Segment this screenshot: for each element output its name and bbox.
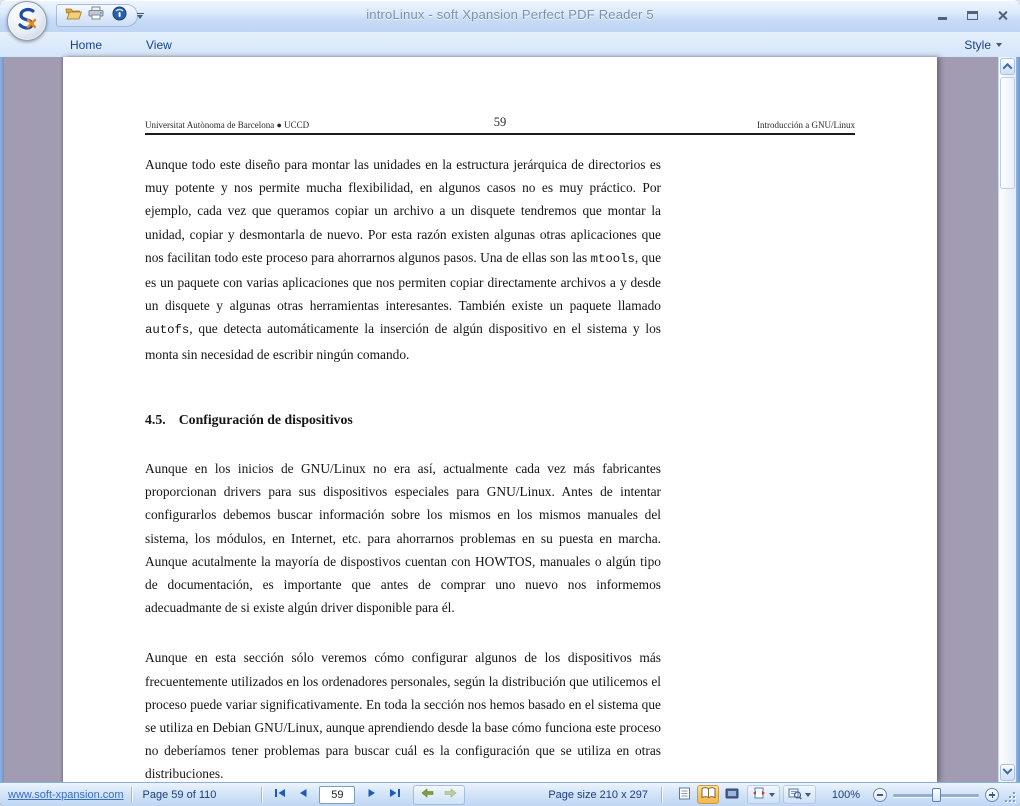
first-page-button[interactable]	[269, 785, 290, 804]
scroll-up-icon	[1003, 63, 1013, 73]
facing-pages-view-icon	[701, 787, 716, 802]
close-button[interactable]	[994, 8, 1010, 22]
facing-pages-view-button[interactable]	[697, 785, 719, 804]
single-page-view-button[interactable]	[673, 785, 695, 804]
previous-page-button[interactable]	[292, 785, 313, 804]
style-menu-button[interactable]	[960, 36, 1006, 54]
page-header-left: Universitat Autònoma de Barcelona ● UCCD	[145, 120, 310, 130]
zoom-in-button[interactable]	[985, 788, 999, 802]
zoom-tool-dropdown-button[interactable]	[783, 785, 816, 804]
zoom-out-icon	[877, 794, 883, 796]
previous-view-button[interactable]	[417, 785, 438, 804]
website-link[interactable]: www.soft-xpansion.com	[8, 788, 124, 801]
section-heading	[145, 408, 661, 431]
style-menu-label: Style	[964, 38, 991, 52]
window-title: introLinux - soft Xpansion Perfect PDF Reader 5	[366, 7, 654, 22]
zoom-slider-thumb[interactable]	[932, 788, 941, 802]
document-viewport	[4, 57, 1016, 782]
soft-xpansion-logo-icon	[12, 4, 42, 39]
statusbar-right-cluster	[542, 785, 1020, 804]
first-page-icon	[274, 788, 286, 801]
zoom-tool-dropdown-icon	[788, 787, 802, 803]
minimize-icon	[938, 17, 947, 20]
scrollbar-thumb[interactable]	[1000, 77, 1015, 189]
zoom-in-icon	[992, 792, 994, 798]
page-header	[145, 115, 855, 135]
next-page-button[interactable]	[361, 785, 382, 804]
section-title: Configuración de dispositivos	[178, 411, 353, 427]
status-bar	[0, 782, 1020, 806]
last-page-button[interactable]	[384, 785, 405, 804]
previous-page-icon	[298, 788, 308, 801]
view-history-group	[413, 785, 465, 805]
scroll-up-button[interactable]	[1000, 58, 1015, 75]
paragraph-mount-tools: Aunque todo este diseño para montar las unidades en la estructura jerárquica de directorios es muy potente y nos permite mucha flexibilidad, en algunos casos no es muy práctico. Por ejemplo, cada vez que queramos copiar un archivo a un disquete tendremos que montar la unidad, copiar y desmontarla de nuevo. Por esta razón existen algunas otras aplicaciones que nos facilitan todo este proceso para ahorrarnos algunos pasos. Una de ellas son las mtools, que es un paquete con varias aplicaciones que nos permiten copiar directamente archivos a y desde un disquete y algunas otras herramientas interesantes. También existe un paquete llamado autofs, que detecta automáticamente la inserción de algún dispositivo en el sistema y los monta sin necesidad de escribir ningún comando.	[145, 157, 662, 362]
page-size-label: Page size 210 x 297	[548, 788, 648, 801]
window-frame-right	[1016, 57, 1020, 782]
maximize-icon	[967, 11, 978, 20]
page-info-label: Page 59 of 110	[142, 788, 217, 801]
scroll-down-button[interactable]	[1000, 764, 1015, 781]
code-autofs: autofs	[145, 323, 190, 338]
window-resize-grip[interactable]	[1003, 790, 1017, 804]
pdf-page	[63, 57, 937, 782]
separator	[661, 787, 662, 803]
title-bar	[0, 0, 1020, 32]
minimize-button[interactable]	[934, 8, 950, 22]
application-menu-button[interactable]	[7, 1, 47, 41]
tab-home[interactable]: Home	[70, 37, 103, 52]
page-header-right: Introducción a GNU/Linux	[757, 120, 856, 130]
section-number: 4.5.	[145, 411, 166, 427]
chevron-down-icon	[996, 43, 1002, 47]
separator	[261, 787, 262, 803]
view-mode-group	[673, 785, 743, 804]
fit-page-dropdown-button[interactable]	[747, 785, 780, 804]
zoom-slider[interactable]	[893, 787, 979, 803]
window-controls	[934, 8, 1010, 22]
chevron-down-icon	[805, 793, 811, 797]
scroll-down-icon	[1003, 765, 1013, 775]
ribbon-tabs	[56, 35, 186, 55]
single-page-view-icon	[678, 787, 691, 803]
close-icon	[997, 10, 1008, 21]
zoom-out-button[interactable]	[873, 788, 887, 802]
maximize-button[interactable]	[964, 8, 980, 22]
page-navigation-group	[269, 785, 465, 805]
paragraph-debian: Aunque en esta sección sólo veremos cómo configurar algunos de los dispositivos más frecuentemente utilizados en los ordenadores personales, según la distribución que utilicemos el proceso puede variar significativamente. En toda la sección nos hemos basado en el sistema que se utiliza en Debian GNU/Linux, aunque aprendiendo desde la base cómo funciona este proceso no deberíamos tener problemas para buscar cuál es la configuración que se utiliza en otras distribuciones.	[145, 650, 661, 782]
code-mtools: mtools	[590, 251, 635, 266]
separator	[131, 787, 132, 803]
next-view-icon	[444, 788, 457, 801]
paragraph-drivers: Aunque en los inicios de GNU/Linux no era así, actualmente cada vez más fabricantes proporcionan drivers para sus dispositivos especiales para GNU/Linux. Antes de intentar configurarlos debemos buscar información sobre los mismos en los mismos manuales del sistema, los módulos, en Internet, etc. para ahorrarnos problemas en su puesta en marcha. Aunque acutalmente la mayoría de dispostivos cuentan con HOWTOS, manuales o algún tipo de documentación, es importante que antes de comprar uno nuevo nos informemos adecuadmante de si existe algún driver disponible para él.	[145, 461, 661, 616]
zoom-level-label: 100%	[831, 788, 861, 801]
next-view-button[interactable]	[440, 785, 461, 804]
fit-page-dropdown-icon	[752, 787, 766, 802]
ribbon-tab-row	[0, 32, 1020, 57]
fullscreen-view-icon	[725, 788, 739, 802]
page-body	[145, 153, 661, 786]
chevron-down-icon	[769, 793, 775, 797]
page-header-page-number: 59	[493, 115, 507, 129]
vertical-scrollbar[interactable]	[998, 57, 1016, 782]
tab-view[interactable]: View	[146, 37, 172, 52]
fullscreen-view-button[interactable]	[721, 785, 743, 804]
next-page-icon	[367, 788, 377, 801]
last-page-icon	[389, 788, 401, 801]
page-number-input[interactable]	[319, 786, 355, 804]
previous-view-icon	[421, 788, 434, 801]
